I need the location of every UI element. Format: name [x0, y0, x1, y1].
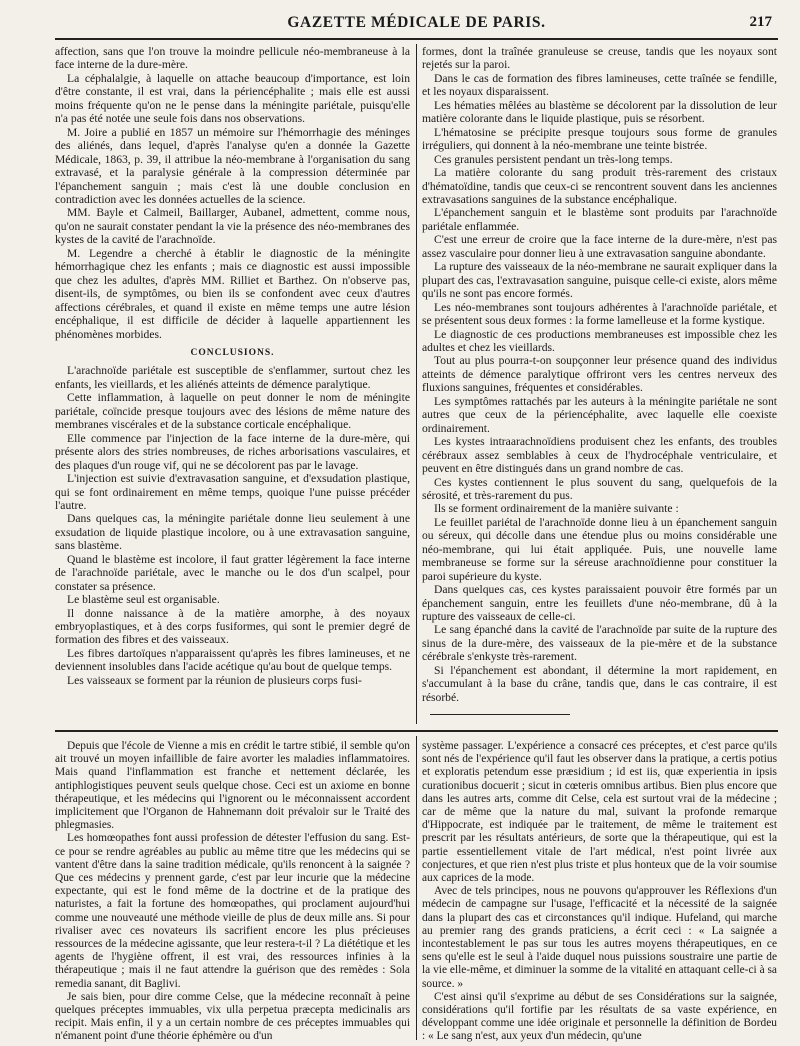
paragraph: Les homœopathes font aussi profession de détester l'effusion du sang. Est-ce pour se rendre agréables au public au même titre que les médecins qui se vantent d'être dans la saine tradition médicale, qu'ils renoncent à la saignée ? Que ces médecins y prennent garde, c'est par leur incurie que la médecine expectante, qui est le fond même de la doctrine et de la pratique des naturistes, a fait la fortune des homœopathes, qui proclament aujourd'hui comme une nouveauté une méthode vieille de plus de deux mille ans. Si pour rivaliser avec ces novateurs ils sacrifient encore les plus précieuses ressources de la médecine agissante, que leur restera-t-il ? La diététique et les agents de l'hygiène offrent, il est vrai, des ressources infinies à la thérapeutique ; mais il ne faut attendre la guérison que des remèdes : Sola remedia sanant, dit Baglivi. [55, 832, 410, 990]
paragraph: Les fibres dartoïques n'apparaissent qu'après les fibres lamineuses, et ne deviennent insolubles dans l'acide acétique qu'au bout de quelque temps. [55, 646, 410, 674]
paragraph: Depuis que l'école de Vienne a mis en crédit le tartre stibié, il semble qu'on ait trouvé un moyen infaillible de faire avorter les maladies inflammatoires. Mais quand l'inflammation est franche et nettement déclarée, les antiphlogistiques peuvent seuls quelque chose. Ceci est un axiome en bonne thérapeutique, et les médecins qui l'ignorent ou le méconnaissent accordent implicitement que l'Organon de Hahnemann doit prévaloir sur le Traité des phlegmasies. [55, 740, 410, 832]
top-right-column [422, 45, 777, 723]
paragraph: M. Legendre a cherché à établir le diagnostic de la méningite hémorrhagique chez les enfants ; mais ce diagnostic est aussi impossible que chez les adultes, d'après MM. Rilliet et Barthez. On n'observe pas, disent-ils, de symptômes, ou bien ils se confondent avec ceux d'autres affections cérébrales, et quand il existe en même temps une autre lésion encéphalique, il est difficile de décider à laquelle appartiennent les phénomènes morbides. [55, 246, 410, 341]
paragraph: système passager. L'expérience a consacré ces préceptes, et c'est parce qu'ils sont nés de l'expérience qu'il faut les observer dans la pratique, a certis potius et exploratis petendum esse præsidium ; id est iis, quæ experientia in ipsis curationibus docuerit ; sicut in cœteris omnibus artibus. Bien plus encore que dans les autres arts, comme dit Celse, cela est surtout vrai de la médecine ; car de même que la nature du mal, suivant la profonde remarque d'Hippocrate, est indiquée par le traitement, de même le traitement est prescrit par les résultats antérieurs, de sorte que la thérapeutique, qui est la partie essentiellement vitale de l'art médical, n'est point livrée aux conjectures, et que rien n'est plus triste et plus honteux que de la voir soumise aux caprices de la mode. [422, 740, 777, 885]
paragraph: Il donne naissance à de la matière amorphe, à des noyaux embryoplastiques, et à des corps fusiformes, qui sont le premier degré de formation des fibres et des vaisseaux. [55, 606, 410, 647]
paragraph: Dans quelques cas, ces kystes paraissaient pouvoir être formés par un épanchement sanguin, entre les feuillets d'une néo-membrane, dû à la rupture des vaisseaux de celle-ci. [422, 583, 777, 624]
paragraph: Dans le cas de formation des fibres lamineuses, cette traînée se fendille, et les noyaux disparaissent. [422, 71, 777, 99]
paragraph: C'est une erreur de croire que la face interne de la dure-mère, n'est pas assez vasculaire pour donner lieu à une extravasation sanguine abondante. [422, 233, 777, 260]
paragraph: Cette inflammation, à laquelle on peut donner le nom de méningite pariétale, coïncide presque toujours avec des lésions de même nature des membranes viscérales et de la substance corticale encéphalique. [55, 391, 410, 432]
paragraph: L'injection est suivie d'extravasation sanguine, et d'exsudation plastique, qui se font ordinairement en même temps, quoique l'une puisse précéder l'autre. [55, 472, 410, 512]
paragraph: Les kystes intraarachnoïdiens produisent chez les enfants, des troubles cérébraux assez semblables à ceux de l'hydrocéphale ventriculaire, et peuvent en être distingués dans un grand nombre de cas. [422, 435, 777, 476]
paragraph: Les hématies mêlées au blastème se décolorent par la dissolution de leur matière colorante dans le liquide plastique, puis se résorbent. [422, 98, 777, 126]
page-number: 217 [749, 14, 772, 30]
paragraph: MM. Bayle et Calmeil, Baillarger, Aubanel, admettent, comme nous, qu'on ne saurait constater pendant la vie la présence des néo-membranes des kystes de la cavité de l'arachnoïde. [55, 206, 410, 247]
paragraph: Les néo-membranes sont toujours adhérentes à l'arachnoïde pariétale, et se présentent sous deux formes : la forme lamelleuse et la forme kystique. [422, 300, 777, 328]
paragraph: Ces kystes contiennent le plus souvent du sang, quelquefois de la sérosité, et très-rarement du pus. [422, 475, 777, 502]
paragraph: Le sang épanché dans la cavité de l'arachnoïde par suite de la rupture des sinus de la dure-mère, des vaisseaux de la pie-mère et de la substance cérébrale s'enkyste très-rarement. [422, 623, 777, 664]
paragraph: Les symptômes rattachés par les auteurs à la méningite pariétale ne sont autres que ceux de la périencéphalite, avec laquelle elle coexiste ordinairement. [422, 394, 777, 435]
top-left-column [55, 45, 410, 723]
paragraph: L'arachnoïde pariétale est susceptible de s'enflammer, surtout chez les enfants, les vieillards, et les aliénés atteints de démence paralytique. [55, 364, 410, 391]
paragraph: Je sais bien, pour dire comme Celse, que la médecine reconnaît à peine quelques préceptes immuables, vix ulla perpetua præcepta medicinalis ars recipit. Mais enfin, il y a un certain nombre de ces préceptes immuables qui n'émanent point d'une théorie éphémère ou d'un [55, 990, 410, 1042]
journal-title: GAZETTE MÉDICALE DE PARIS. [287, 14, 546, 31]
paragraph: M. Joire a publié en 1857 un mémoire sur l'hémorrhagie des méninges des aliénés, dans lequel, d'après l'analyse qu'en a donnée la Gazette Médicale, 1863, p. 39, il attribue la néo-membrane à l'organisation du sang extravasé, et la paralysie générale à la compression déterminée par l'épanchement sanguin ; mais c'est là une double conclusion en contradiction avec les données actuelles de la science. [55, 125, 410, 206]
paragraph: Le blastème seul est organisable. [67, 593, 220, 607]
paragraph: Ils se forment ordinairement de la manière suivante : [434, 502, 679, 516]
paragraph: formes, dont la traînée granuleuse se creuse, tandis que les noyaux sont rejetés sur la paroi. [422, 45, 777, 72]
bottom-left-column [55, 740, 410, 1042]
paragraph: L'épanchement sanguin et le blastème sont produits par l'arachnoïde pariétale enflammée. [422, 206, 777, 233]
bottom-right-column [422, 740, 777, 1042]
header-rule [55, 38, 778, 40]
paragraph: La rupture des vaisseaux de la néo-membrane ne saurait expliquer dans la plupart des cas, l'extravasation sanguine, puisque celle-ci existe, alors même qu'ils ne sont pas encore formés. [422, 260, 777, 301]
paragraph: affection, sans que l'on trouve la moindre pellicule néo-membraneuse à la face interne de la dure-mère. [55, 45, 410, 72]
paragraph: Le diagnostic de ces productions membraneuses est impossible chez les adultes et chez les vieillards. [422, 327, 777, 354]
paragraph: Avec de tels principes, nous ne pouvons qu'approuver les Réflexions d'un médecin de campagne sur l'usage, l'efficacité et la nécessité de la saignée dans la plupart des cas et circonstances qu'il indique. Hufeland, qui marche au premier rang des grands praticiens, a écrit ceci : « La saignée a incontestablement le pas sur tous les autres moyens thérapeutiques, en ce sens qu'elle est le seul à l'aide duquel nous puissions soustraire une partie de la vie elle-même, et diminuer la somme de la vitalité en attaquant celle-ci à sa source. » [422, 885, 777, 990]
paragraph: Ces granules persistent pendant un très-long temps. [434, 152, 673, 166]
paragraph: C'est ainsi qu'il s'exprime au début de ses Considérations sur la saignée, considérations qu'il fortifie par les résultats de sa vaste expérience, en développant comme une idée originale et personnelle la définition de Bordeu : « Le sang n'est, aux yeux d'un médecin, qu'une [422, 990, 777, 1042]
paragraph: La matière colorante du sang produit très-rarement des cristaux d'hématoïdine, tandis que ceux-ci se rencontrent souvent dans les anciennes extravasations sanguines de la substance encéphalique. [422, 166, 777, 206]
section-heading: CONCLUSIONS. [190, 347, 275, 358]
paragraph: Quand le blastème est incolore, il faut gratter légèrement la face interne de l'arachnoïde pariétale, avec le manche ou le dos d'un scalpel, pour constater sa présence. [55, 552, 410, 593]
paragraph: Dans quelques cas, la méningite pariétale donne lieu seulement à une exsudation de liquide plastique incolore, ou à une extravasation sanguine, sans blastème. [55, 512, 410, 553]
paragraph: Tout au plus pourra-t-on soupçonner leur présence quand des individus atteints de démence paralytique offriront vers les centres nerveux des fluxions sanguines, fréquentes et considérables. [422, 354, 777, 395]
paragraph: Si l'épanchement est abondant, il détermine la mort rapidement, en s'accumulant à la base du crâne, tandis que, dans le cas contraire, il est résorbé. [422, 663, 777, 704]
paragraph: L'hématosine se précipite presque toujours sous forme de granules irréguliers, qui donnent à la néo-membrane une teinte bistrée. [422, 125, 777, 153]
paragraph: Les vaisseaux se forment par la réunion de plusieurs corps fusi- [67, 673, 362, 687]
closing-rule [430, 714, 570, 715]
bottom-column-divider [416, 736, 417, 1040]
top-column-divider [416, 44, 417, 724]
paragraph: Le feuillet pariétal de l'arachnoïde donne lieu à un épanchement sanguin ou séreux, qui décolle dans une étendue plus ou moins considérable une néo-membrane, qui lui était appliquée. Puis, une nouvelle lame membraneuse se forme sur la séreuse arachnoïdienne pour constituer la paroi supérieure du kyste. [422, 515, 777, 583]
section-rule [55, 730, 778, 732]
paragraph: La céphalalgie, à laquelle on attache beaucoup d'importance, est loin d'être constante, il est vrai, dans la périencéphalite ; mais elle est aussi moins fréquente qu'on ne le pense dans la méningite pariétale, puisqu'elle n'a pas été notée une seule fois dans nos observations. [55, 71, 410, 126]
page-header [55, 14, 778, 38]
paragraph: Elle commence par l'injection de la face interne de la dure-mère, qui présente alors des stries nombreuses, de riches arborisations vasculaires, et des plaques d'un rouge vif, qui ne se décolorent pas par le lavage. [55, 431, 410, 472]
